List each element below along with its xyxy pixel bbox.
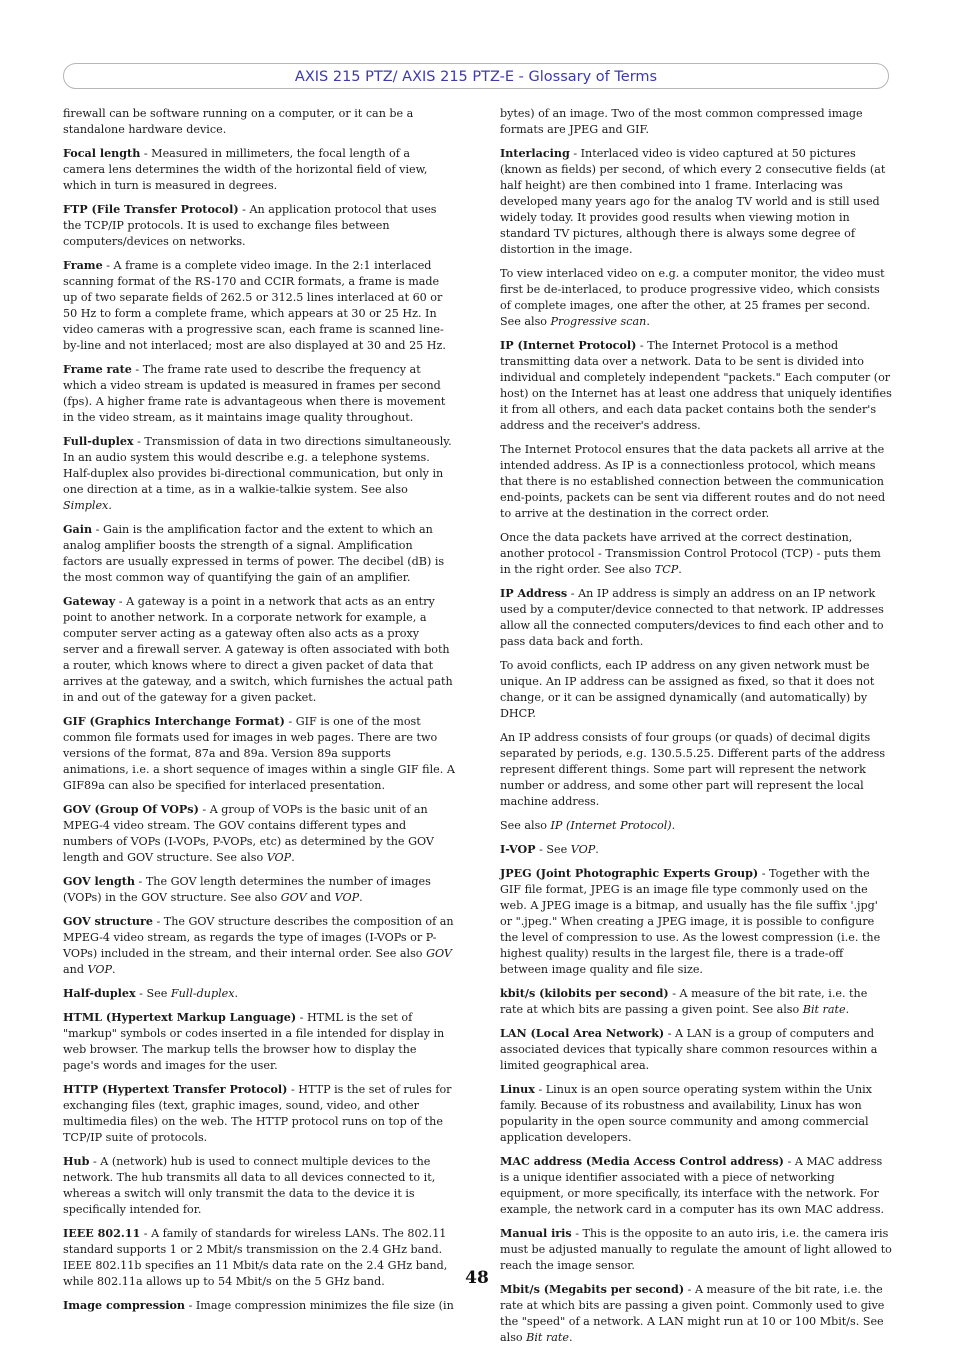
term-separator: - xyxy=(664,1027,676,1040)
see-also-reference: VOP xyxy=(87,963,112,976)
glossary-definition: HTTP is the set of rules for exchanging files (text, graphic images, sound, video, and other multimedia files) on the web. The HTTP protocol runs on top of the TCP/IP suite of protocols. xyxy=(63,1083,452,1144)
term-separator: - xyxy=(758,867,770,880)
glossary-paragraph xyxy=(500,442,892,522)
glossary-definition: HTML is the set of "markup" symbols or codes inserted in a file intended for display in web browser. The markup tells the browser how to display the page's words and images for the user. xyxy=(63,1011,445,1072)
glossary-entry-kbit-s-kilobits-per-second xyxy=(500,986,892,1018)
glossary-term: GOV length xyxy=(63,875,136,888)
glossary-definition: Linux is an open source operating system within the Unix family. Because of its robustness and availability, Linux has won popularity in the open source community and among commercial application developers. xyxy=(500,1083,872,1144)
see-also-reference: Progressive scan xyxy=(550,315,647,328)
glossary-entry-i-vop xyxy=(500,842,892,858)
glossary-paragraph xyxy=(500,530,892,578)
sentence-end: . xyxy=(111,963,116,976)
term-separator: - xyxy=(567,587,579,600)
term-separator: - xyxy=(133,435,145,448)
glossary-term: IP Address xyxy=(500,587,568,600)
page-header xyxy=(63,63,889,89)
glossary-definition: An application protocol that uses the TCP/IP protocols. It is used to exchange files between computers/devices on networks. xyxy=(63,203,437,248)
sentence-end: . xyxy=(646,315,650,328)
glossary-term: Focal length xyxy=(63,147,141,160)
glossary-definition: A frame is a complete video image. In the 2:1 interlaced scanning format of the RS-170 and CCIR formats, a frame is made up of two separate fields of 262.5 or 312.5 lines interlaced at 60 or 50 Hz to form a complete frame, which appears at 30 or 25 Hz. In video cameras with a progressive scan, each frame is scanned line-by-line and not interlaced; most are also displayed at 30 and 25 Hz. xyxy=(63,259,446,352)
term-separator: - xyxy=(668,987,680,1000)
see-also-reference: Bit rate xyxy=(526,1331,569,1344)
term-separator: - xyxy=(783,1155,795,1168)
glossary-entry-manual-iris xyxy=(500,1226,892,1274)
see-also-join: and xyxy=(306,891,335,904)
glossary-entry-focal-length xyxy=(63,146,455,194)
glossary-definition: A (network) hub is used to connect multiple devices to the network. The hub transmits all data to all devices connected to it, whereas a switch will only transmit the data to the device it is specifically intended for. xyxy=(63,1155,436,1216)
see-also-join: and xyxy=(63,963,88,976)
glossary-definition: The Internet Protocol ensures that the data packets all arrive at the intended address. As IP is a connectionless protocol, which means that there is no established connection between the communication end-points, packets can be sent via different routes and do not need to arrive at the destination in the correct order. xyxy=(500,443,886,520)
glossary-entry-full-duplex xyxy=(63,434,455,514)
glossary-term: I-VOP xyxy=(500,843,536,856)
glossary-term: Full-duplex xyxy=(63,435,134,448)
glossary-term: Interlacing xyxy=(500,147,570,160)
glossary-definition: GIF is one of the most common file formats used for images in web pages. There are two versions of the format, 87a and 89a. Version 89a supports animations, i.e. a short sequence of images within a single GIF file. A GIF89a can also be specified for interlaced presentation. xyxy=(63,715,455,792)
see-also-prefix: See also xyxy=(748,1003,803,1016)
term-separator: - xyxy=(135,875,146,888)
glossary-entry-ftp-file-transfer-protocol xyxy=(63,202,455,250)
sentence-end: . xyxy=(678,563,682,576)
term-separator: - xyxy=(140,147,152,160)
right-column xyxy=(500,106,892,1354)
glossary-definition: The Internet Protocol is a method transmitting data over a network. Data to be sent is divided into individual and completely independent "packets." Each computer (or host) on the Internet has at least one address that uniquely identifies it from all others, and each data packet contains both the sender's address and the receiver's address. xyxy=(500,339,892,432)
glossary-entry-hub xyxy=(63,1154,455,1218)
sentence-end: . xyxy=(291,851,295,864)
glossary-term: GOV structure xyxy=(63,915,153,928)
glossary-term: FTP (File Transfer Protocol) xyxy=(63,203,239,216)
glossary-term: Half-duplex xyxy=(63,987,136,1000)
see-also-reference: IP (Internet Protocol) xyxy=(550,819,672,832)
glossary-definition: Image compression minimizes the file size (in xyxy=(195,1299,454,1312)
see-also-reference: Full-duplex xyxy=(170,987,235,1000)
sentence-end: . xyxy=(108,499,112,512)
glossary-term: Frame rate xyxy=(63,363,132,376)
glossary-term: Hub xyxy=(63,1155,90,1168)
term-separator: - xyxy=(185,1299,196,1312)
glossary-entry-ip-internet-protocol xyxy=(500,338,892,434)
term-separator: - xyxy=(140,1227,152,1240)
glossary-term: Gateway xyxy=(63,595,116,608)
glossary-paragraph xyxy=(500,818,892,834)
glossary-term: MAC address (Media Access Control address) xyxy=(500,1155,784,1168)
glossary-entry-ip-address xyxy=(500,586,892,650)
glossary-term: IEEE 802.11 xyxy=(63,1227,141,1240)
glossary-term: HTTP (Hypertext Transfer Protocol) xyxy=(63,1083,288,1096)
term-separator: - xyxy=(89,1155,101,1168)
glossary-term: GOV (Group Of VOPs) xyxy=(63,803,199,816)
glossary-definition: Once the data packets have arrived at the correct destination, another protocol - Transmission Control Protocol (TCP) - puts them in the right order. xyxy=(500,531,881,576)
glossary-definition: The frame rate used to describe the frequency at which a video stream is updated is measured in frames per second (fps). A higher frame rate is advantageous when there is movement in the video stream, as it maintains image quality throughout. xyxy=(63,363,446,424)
glossary-definition: A measure of the bit rate, i.e. the rate at which bits are passing a given point. xyxy=(500,987,868,1016)
term-separator: - xyxy=(238,203,250,216)
term-separator: - xyxy=(115,595,127,608)
see-also-prefix: See also xyxy=(500,819,551,832)
see-also-prefix: See also xyxy=(357,483,408,496)
term-separator: - xyxy=(684,1283,695,1296)
see-also-prefix: See xyxy=(546,843,571,856)
sentence-end: . xyxy=(359,891,363,904)
glossary-term: HTML (Hypertext Markup Language) xyxy=(63,1011,297,1024)
glossary-definition: To view interlaced video on e.g. a computer monitor, the video must first be de-interlaced, to produce progressive video, which consists of complete images, one after the other, at 25 frames per second. xyxy=(500,267,885,312)
glossary-definition: A MAC address is a unique identifier associated with a piece of networking equipment, or more specifically, its interface with the network. For example, the network card in a computer has its own MAC address. xyxy=(500,1155,885,1216)
term-separator: - xyxy=(131,363,143,376)
glossary-definition: A LAN is a group of computers and associated devices that typically share common resources within a limited geographical area. xyxy=(500,1027,878,1072)
glossary-definition: This is the opposite to an auto iris, i.e. the camera iris must be adjusted manually to regulate the amount of light allowed to reach the image sensor. xyxy=(500,1227,892,1272)
glossary-definition: A family of standards for wireless LANs. The 802.11 standard supports 1 or 2 Mbit/s transmission on the 2.4 GHz band. IEEE 802.11b specifies an 11 Mbit/s data rate on the 2.4 GHz band, while 802.11a allows up to 54 Mbit/s on the 5 GHz band. xyxy=(63,1227,448,1288)
glossary-definition: Together with the GIF file format, JPEG is an image file type commonly used on the web. A JPEG image is a bitmap, and usually has the file suffix '.jpg' or ".jpeg." When creating a JPEG image, it is possible to configure the level of compression to use. As the lowest compression (i.e. the highest quality) results in the largest file, there is a trade-off between image quality and file size. xyxy=(500,867,881,976)
glossary-entry-jpeg-joint-photographic-experts-group xyxy=(500,866,892,978)
glossary-entry-html-hypertext-markup-language xyxy=(63,1010,455,1074)
glossary-term: Mbit/s (Megabits per second) xyxy=(500,1283,685,1296)
glossary-entry-gif-graphics-interchange-format xyxy=(63,714,455,794)
see-also-reference: VOP xyxy=(334,891,360,904)
glossary-term: Gain xyxy=(63,523,93,536)
glossary-entry-half-duplex xyxy=(63,986,455,1002)
see-also-prefix: See xyxy=(146,987,171,1000)
glossary-term: kbit/s (kilobits per second) xyxy=(500,987,669,1000)
glossary-paragraph xyxy=(500,730,892,810)
see-also-reference: Bit rate xyxy=(802,1003,846,1016)
glossary-paragraph xyxy=(500,266,892,330)
glossary-definition: Measured in millimeters, the focal length of a camera lens determines the width of the horizontal field of view, which in turn is measured in degrees. xyxy=(63,147,428,192)
glossary-term: LAN (Local Area Network) xyxy=(500,1027,665,1040)
glossary-entry-image-compression xyxy=(63,1298,455,1314)
term-separator: - xyxy=(287,1083,299,1096)
header-title: AXIS 215 PTZ/ AXIS 215 PTZ-E - Glossary of Terms xyxy=(294,69,658,85)
glossary-term: Image compression xyxy=(63,1299,186,1312)
term-separator: - xyxy=(92,523,103,536)
glossary-definition: A gateway is a point in a network that acts as an entry point to another network. In a corporate network for example, a computer server acting as a gateway often also acts as a proxy server and a firewall server. A gateway is often associated with both a router, which knows where to direct a given packet of data that arrives at the gateway, and a switch, which furnishes the actual path in and out of the gateway for a given packet. xyxy=(63,595,453,704)
term-separator: - xyxy=(535,843,547,856)
sentence-end: . xyxy=(234,987,239,1000)
glossary-definition: A group of VOPs is the basic unit of an MPEG-4 video stream. The GOV contains different types and numbers of VOPs (I-VOPs, P-VOPs, etc) as determined by the GOV length and GOV structure. xyxy=(63,803,434,864)
see-also-reference: Simplex xyxy=(63,499,109,512)
glossary-definition: An IP address consists of four groups (or quads) of decimal digits separated by periods, e.g. 130.5.5.25. Different parts of the address represent different things. Some part will represent the network number or address, and some other part will represent the local machine address. xyxy=(500,731,886,808)
term-separator: - xyxy=(102,259,114,272)
glossary-entry-mac-address-media-access-control-address xyxy=(500,1154,892,1218)
glossary-definition: Interlaced video is video captured at 50 pictures (known as fields) per second, of which every 2 consecutive fields (at half height) are then combined into 1 frame. Interlacing was developed many years ago for the analog TV world and is still used widely today. It provides good results when viewing motion in standard TV pictures, although there is always some degree of distortion in the image. xyxy=(500,147,886,256)
term-separator: - xyxy=(284,715,296,728)
glossary-entry-gain xyxy=(63,522,455,586)
glossary-definition: A measure of the bit rate, i.e. the rate at which bits are passing a given point. Commonly used to give the "speed" of a network. A LAN might run at 10 or 100 Mbit/s. xyxy=(500,1283,885,1328)
term-separator: - xyxy=(152,915,164,928)
sentence-end: . xyxy=(568,1331,573,1344)
glossary-entry-http-hypertext-transfer-protocol xyxy=(63,1082,455,1146)
glossary-entry-gov-structure xyxy=(63,914,455,978)
term-separator: - xyxy=(569,147,581,160)
glossary-term: Linux xyxy=(500,1083,535,1096)
see-also-prefix: See also xyxy=(371,947,427,960)
glossary-definition: To avoid conflicts, each IP address on any given network must be unique. An IP address can be assigned as fixed, so that it does not change, or it can be assigned dynamically (and automatically) by DHCP. xyxy=(500,659,875,720)
see-also-prefix: See also xyxy=(600,563,655,576)
term-separator: - xyxy=(198,803,210,816)
glossary-entry-frame xyxy=(63,258,455,354)
glossary-term: JPEG (Joint Photographic Experts Group) xyxy=(500,867,759,880)
glossary-entry-lan-local-area-network xyxy=(500,1026,892,1074)
page-number: 48 xyxy=(465,1268,489,1288)
glossary-definition: The GOV structure describes the composition of an MPEG-4 video stream, as regards the type of images (I-VOPs or P-VOPs) included in the stream, and their internal order. xyxy=(63,915,454,960)
glossary-term: GIF (Graphics Interchange Format) xyxy=(63,715,285,728)
glossary-term: Frame xyxy=(63,259,103,272)
term-separator: - xyxy=(534,1083,546,1096)
see-also-reference: VOP xyxy=(266,851,292,864)
glossary-entry-mbit-s-megabits-per-second xyxy=(500,1282,892,1346)
glossary-term: Manual iris xyxy=(500,1227,572,1240)
glossary-paragraph xyxy=(500,106,892,138)
glossary-term: IP (Internet Protocol) xyxy=(500,339,637,352)
sentence-end: . xyxy=(671,819,676,832)
left-column xyxy=(63,106,455,1322)
glossary-definition: bytes) of an image. Two of the most common compressed image formats are JPEG and GIF. xyxy=(500,107,863,136)
glossary-entry-gateway xyxy=(63,594,455,706)
glossary-paragraph xyxy=(500,658,892,722)
sentence-end: . xyxy=(595,843,599,856)
glossary-entry-frame-rate xyxy=(63,362,455,426)
glossary-entry-linux xyxy=(500,1082,892,1146)
glossary-entry-gov-group-of-vops xyxy=(63,802,455,866)
see-also-reference: GOV xyxy=(280,891,307,904)
glossary-definition: firewall can be software running on a computer, or it can be a standalone hardware device. xyxy=(63,107,414,136)
term-separator: - xyxy=(296,1011,307,1024)
term-separator: - xyxy=(636,339,648,352)
see-also-reference: GOV xyxy=(426,947,452,960)
see-also-prefix: See also xyxy=(500,315,551,328)
see-also-reference: TCP xyxy=(654,563,679,576)
glossary-entry-gov-length xyxy=(63,874,455,906)
see-also-prefix: See also xyxy=(212,851,267,864)
term-separator: - xyxy=(135,987,147,1000)
see-also-prefix: See also xyxy=(226,891,281,904)
glossary-paragraph xyxy=(63,106,455,138)
glossary-definition: The GOV length determines the number of images (VOPs) in the GOV structure. xyxy=(63,875,431,904)
term-separator: - xyxy=(571,1227,583,1240)
glossary-definition: An IP address is simply an address on an IP network used by a computer/device connected to that network. IP addresses allow all the connected computers/devices to find each other and to pass data back and forth. xyxy=(500,587,884,648)
glossary-entry-interlacing xyxy=(500,146,892,258)
see-also-reference: VOP xyxy=(570,843,596,856)
see-also-prefix: See also xyxy=(500,1315,884,1344)
glossary-definition: Transmission of data in two directions simultaneously. In an audio system this would describe e.g. a telephone systems. Half-duplex also provides bi-directional communication, but only in one direction at a time, as in a walkie-talkie system. xyxy=(63,435,452,496)
sentence-end: . xyxy=(845,1003,850,1016)
glossary-definition: Gain is the amplification factor and the extent to which an analog amplifier boosts the strength of a signal. Amplification factors are usually expressed in terms of power. The decibel (dB) is the most common way of quantifying the gain of an amplifier. xyxy=(63,523,445,584)
